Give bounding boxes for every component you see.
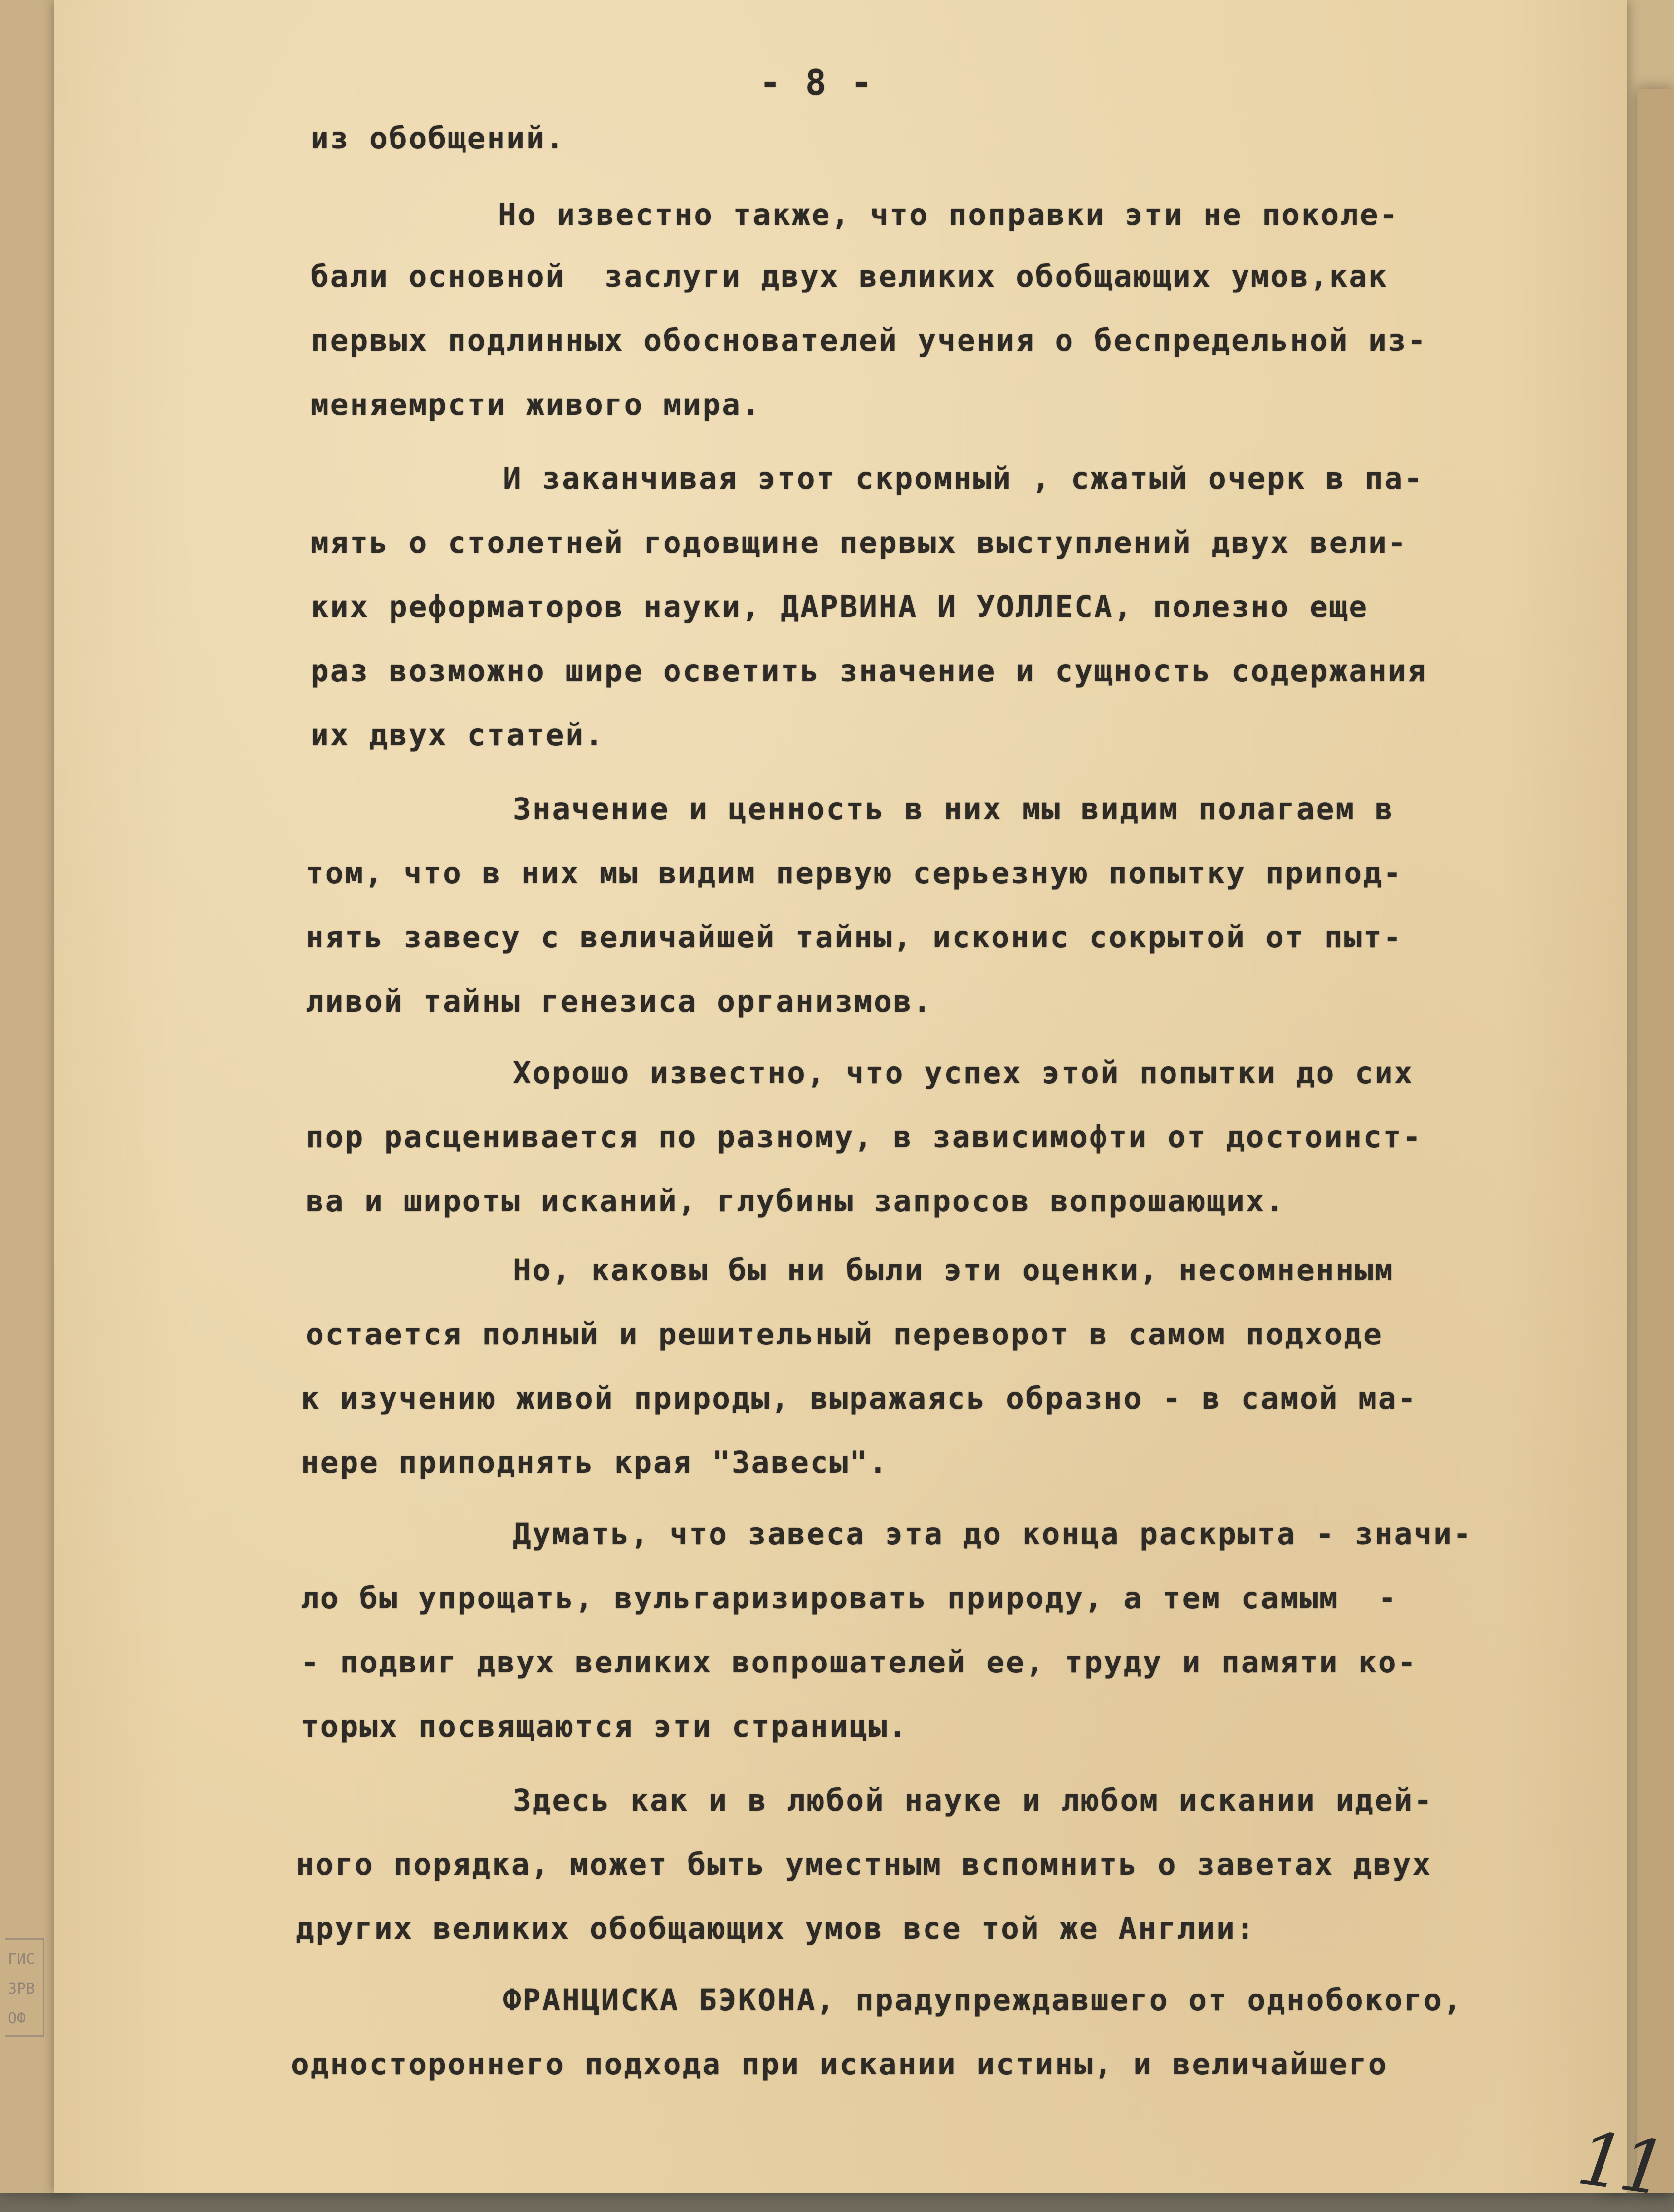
text-line-26: Здесь как и в любой науке и любом искании идей- bbox=[513, 1783, 1434, 1818]
text-line-4: первых подлинных обоснователей учения о беспредельной из- bbox=[311, 323, 1427, 358]
page-number: - 8 - bbox=[759, 62, 874, 103]
text-line-9: раз возможно шире осветить значение и сущность содержания bbox=[311, 653, 1427, 689]
text-line-12: том, что в них мы видим первую серьезную попытку припод- bbox=[306, 856, 1403, 891]
text-line-23: ло бы упрощать, вульгаризировать природу, а тем самым - bbox=[301, 1581, 1398, 1616]
stamp-line-2: ЗРВ bbox=[8, 1980, 35, 1997]
text-line-18: Но, каковы бы ни были эти оценки, несомненным bbox=[513, 1253, 1394, 1288]
folio-number: 11 bbox=[1572, 2115, 1668, 2212]
text-line-25: торых посвящаются эти страницы. bbox=[301, 1709, 908, 1744]
text-line-1: из обобщений. bbox=[311, 121, 566, 156]
underlying-sheet-right-edge bbox=[1637, 89, 1674, 2193]
text-line-6: И заканчивая этот скромный , сжатый очерк в па- bbox=[503, 461, 1424, 496]
text-line-24: - подвиг двух великих вопрошателей ее, труду и памяти ко- bbox=[301, 1645, 1418, 1680]
text-line-3: бали основной заслуги двух великих обобщающих умов,как bbox=[311, 259, 1388, 294]
text-line-5: меняемрсти живого мира. bbox=[311, 387, 761, 422]
text-line-15: Хорошо известно, что успех этой попытки до сих bbox=[513, 1055, 1414, 1090]
text-line-13: нять завесу с величайшей тайны, исконис сокрытой от пыт- bbox=[306, 920, 1403, 955]
text-line-7: мять о столетней годовщине первых выступлений двух вели- bbox=[311, 525, 1408, 560]
typewritten-page bbox=[54, 0, 1668, 2212]
text-line-27: ного порядка, может быть уместным вспомнить о заветах двух bbox=[296, 1847, 1432, 1882]
text-line-14: ливой тайны генезиса организмов. bbox=[306, 984, 933, 1019]
archive-stamp bbox=[5, 1938, 44, 2037]
text-line-21: нере приподнять края "Завесы". bbox=[301, 1445, 889, 1480]
text-line-16: пор расценивается по разному, в зависимофти от достоинст- bbox=[306, 1120, 1423, 1155]
text-line-22: Думать, что завеса эта до конца раскрыта - значи- bbox=[513, 1517, 1473, 1552]
text-line-8: ких реформаторов науки, ДАРВИНА И УОЛЛЕСА, полезно еще bbox=[311, 589, 1369, 624]
text-line-29: ФРАНЦИСКА БЭКОНА, прадупреждавшего от однобокого, bbox=[503, 1983, 1463, 2018]
text-line-10: их двух статей. bbox=[311, 718, 605, 753]
stamp-line-1: ГИС bbox=[8, 1951, 35, 1968]
text-line-17: ва и широты исканий, глубины запросов вопрошающих. bbox=[306, 1184, 1285, 1219]
stamp-line-3: ОФ bbox=[8, 2010, 26, 2027]
text-line-28: других великих обобщающих умов все той же Англии: bbox=[296, 1911, 1256, 1946]
text-line-30: одностороннего подхода при искании истины, и величайшего bbox=[291, 2047, 1388, 2082]
text-line-11: Значение и ценность в них мы видим полагаем в bbox=[513, 792, 1394, 827]
text-line-19: остается полный и решительный переворот в самом подходе bbox=[306, 1317, 1383, 1352]
text-line-20: к изучению живой природы, выражаясь образно - в самой ма- bbox=[301, 1381, 1418, 1416]
text-line-2: Но известно также, что поправки эти не поколе- bbox=[498, 197, 1399, 232]
